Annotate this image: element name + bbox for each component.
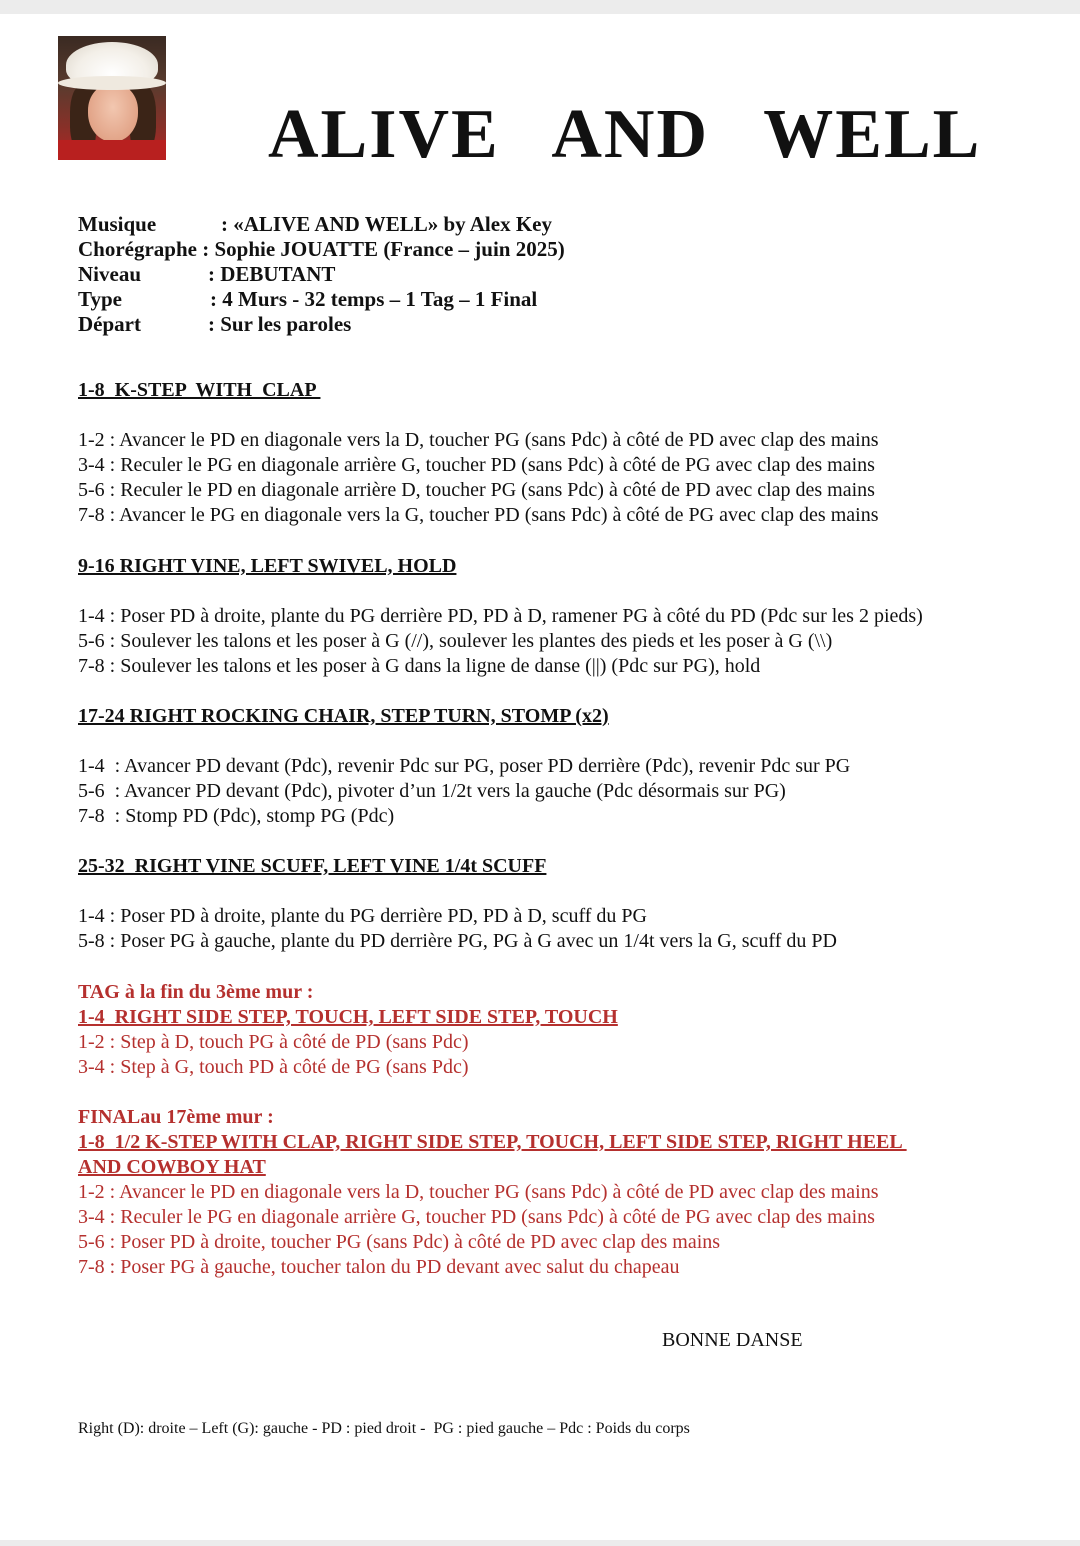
info-value: : Sophie JOUATTE (France – juin 2025) [202, 237, 565, 261]
step-line: 7-8 : Stomp PD (Pdc), stomp PG (Pdc) [78, 805, 395, 827]
info-label: Type [78, 287, 122, 311]
step-line: 1-4 : Poser PD à droite, plante du PG derrière PD, PD à D, ramener PG à côté du PD (Pdc sur les 2 pieds) [78, 605, 923, 627]
step-line: 3-4 : Step à G, touch PD à côté de PG (sans Pdc) [78, 1056, 469, 1078]
abbreviation-legend: Right (D): droite – Left (G): gauche - PD : pied droit - PG : pied gauche – Pdc : Poids du corps [78, 1420, 690, 1437]
dance-info [78, 212, 565, 337]
step-line: 1-4 : Poser PD à droite, plante du PG derrière PD, PD à D, scuff du PG [78, 905, 647, 927]
document-page [0, 14, 1080, 1540]
step-line: 1-2 : Avancer le PD en diagonale vers la D, toucher PG (sans Pdc) à côté de PD avec clap des mains [78, 1181, 879, 1203]
info-row-type [78, 287, 565, 312]
step-list [78, 604, 923, 679]
closing-text: BONNE DANSE [662, 1329, 803, 1351]
section-17-24 [78, 704, 850, 829]
final-heading-cont: AND COWBOY HAT [78, 1156, 266, 1178]
step-line: 5-8 : Poser PG à gauche, plante du PD derrière PG, PG à G avec un 1/4t vers la G, scuff du PD [78, 930, 837, 952]
step-list [78, 754, 850, 829]
info-label: Niveau [78, 262, 141, 286]
final-heading: 1-8 1/2 K-STEP WITH CLAP, RIGHT SIDE STEP, TOUCH, LEFT SIDE STEP, RIGHT HEEL [78, 1131, 907, 1153]
section-1-8 [78, 378, 879, 528]
info-value: : Sur les paroles [208, 312, 352, 336]
step-line: 7-8 : Soulever les talons et les poser à G dans la ligne de danse (||) (Pdc sur PG), hold [78, 655, 761, 677]
info-row-niveau [78, 262, 565, 287]
step-line: 7-8 : Poser PG à gauche, toucher talon du PD devant avec salut du chapeau [78, 1256, 680, 1278]
step-line: 1-4 : Avancer PD devant (Pdc), revenir Pdc sur PG, poser PD derrière (Pdc), revenir Pdc sur PG [78, 755, 851, 777]
info-value: : «ALIVE AND WELL» by Alex Key [221, 212, 552, 236]
step-line: 5-6 : Soulever les talons et les poser à G (//), soulever les plantes des pieds et les poser à G (\\) [78, 630, 833, 652]
section-heading: 17-24 RIGHT ROCKING CHAIR, STEP TURN, STOMP (x2) [78, 705, 609, 727]
section-heading: 25-32 RIGHT VINE SCUFF, LEFT VINE 1/4t SCUFF [78, 855, 547, 877]
info-label: Chorégraphe [78, 237, 197, 261]
info-row-choregraphe [78, 237, 565, 262]
step-line: 5-6 : Avancer PD devant (Pdc), pivoter d’un 1/2t vers la gauche (Pdc désormais sur PG) [78, 780, 786, 802]
final-intro: FINALau 17ème mur : [78, 1106, 274, 1128]
section-heading: 9-16 RIGHT VINE, LEFT SWIVEL, HOLD [78, 555, 457, 577]
step-line: 1-2 : Step à D, touch PG à côté de PD (sans Pdc) [78, 1031, 469, 1053]
step-line: 5-6 : Poser PD à droite, toucher PG (sans Pdc) à côté de PD avec clap des mains [78, 1231, 721, 1253]
info-row-depart [78, 312, 565, 337]
step-line: 5-6 : Reculer le PD en diagonale arrière D, toucher PG (sans Pdc) à côté de PD avec clap des mains [78, 479, 875, 501]
document-title: ALIVE AND WELL [268, 96, 982, 173]
step-line: 7-8 : Avancer le PG en diagonale vers la G, toucher PD (sans Pdc) à côté de PG avec clap des mains [78, 504, 879, 526]
tag-heading: 1-4 RIGHT SIDE STEP, TOUCH, LEFT SIDE STEP, TOUCH [78, 1006, 618, 1028]
section-9-16 [78, 554, 923, 679]
tag-section [78, 980, 618, 1080]
section-25-32 [78, 854, 837, 954]
final-section [78, 1105, 907, 1280]
step-list [78, 428, 879, 528]
info-value: : 4 Murs - 32 temps – 1 Tag – 1 Final [210, 287, 538, 311]
info-value: : DEBUTANT [208, 262, 336, 286]
info-label: Musique [78, 212, 157, 236]
section-heading: 1-8 K-STEP WITH CLAP [78, 379, 321, 401]
step-line: 3-4 : Reculer le PG en diagonale arrière G, toucher PD (sans Pdc) à côté de PG avec clap des mains [78, 1206, 875, 1228]
step-line: 3-4 : Reculer le PG en diagonale arrière G, toucher PD (sans Pdc) à côté de PG avec clap des mains [78, 454, 875, 476]
step-line: 1-2 : Avancer le PD en diagonale vers la D, toucher PG (sans Pdc) à côté de PD avec clap des mains [78, 429, 879, 451]
step-list [78, 904, 837, 954]
info-row-musique [78, 212, 565, 237]
tag-intro: TAG à la fin du 3ème mur : [78, 981, 314, 1003]
info-label: Départ [78, 312, 141, 336]
